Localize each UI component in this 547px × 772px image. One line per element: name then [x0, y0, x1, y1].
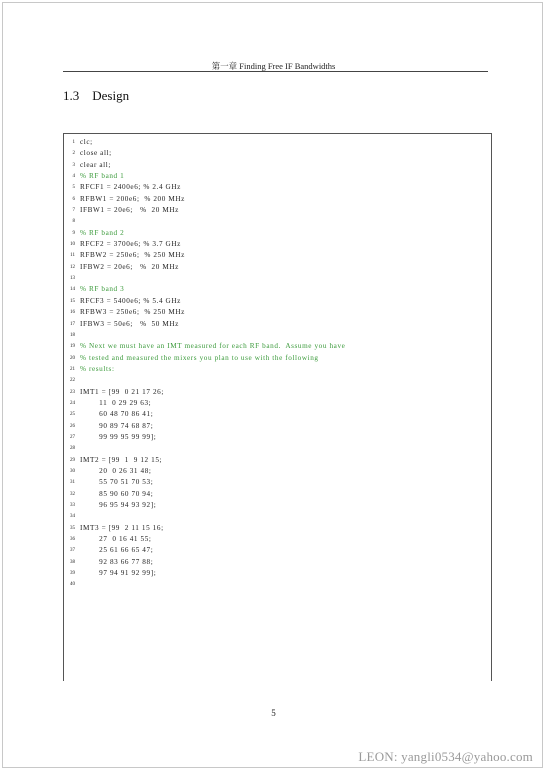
line-number: 29	[70, 457, 75, 463]
line-number: 11	[70, 253, 75, 259]
line-number: 21	[70, 366, 75, 372]
code-text: RFCF1 = 2400e6; % 2.4 GHz	[80, 183, 181, 192]
code-text: IMT1 = [99 0 21 17 26;	[80, 387, 164, 396]
section-heading: 1.3 Design	[63, 88, 130, 103]
code-line	[63, 216, 492, 227]
line-number: 12	[70, 264, 75, 270]
code-line	[63, 421, 492, 432]
line-number: 19	[70, 344, 75, 350]
code-line	[63, 364, 492, 375]
code-line	[63, 466, 492, 477]
code-line	[63, 137, 492, 148]
code-line	[63, 341, 492, 352]
code-line	[63, 160, 492, 171]
code-text: RFCF2 = 3700e6; % 3.7 GHz	[80, 240, 181, 249]
line-number: 32	[70, 491, 75, 497]
code-line	[63, 228, 492, 239]
page-number: 5	[271, 708, 276, 718]
code-line	[63, 398, 492, 409]
code-text: RFBW2 = 250e6; % 250 MHz	[80, 251, 185, 260]
code-line	[63, 148, 492, 159]
line-number: 23	[70, 389, 75, 395]
line-number: 40	[70, 582, 75, 588]
code-line	[63, 375, 492, 386]
code-line	[63, 239, 492, 250]
line-number: 39	[70, 571, 75, 577]
code-text: 99 99 95 99 99];	[80, 432, 157, 441]
line-number: 17	[70, 321, 75, 327]
code-line	[63, 194, 492, 205]
code-line	[63, 557, 492, 568]
code-comment: % RF band 1	[80, 172, 125, 181]
line-number: 9	[72, 230, 75, 236]
code-text: IMT3 = [99 2 11 15 16;	[80, 523, 164, 532]
code-line	[63, 511, 492, 522]
code-line	[63, 205, 492, 216]
line-number: 10	[70, 242, 75, 248]
code-line	[63, 273, 492, 284]
code-line	[63, 545, 492, 556]
code-text: 27 0 16 41 55;	[80, 535, 152, 544]
code-line	[63, 182, 492, 193]
code-line	[63, 262, 492, 273]
line-number: 22	[70, 378, 75, 384]
running-header: 第一章 Finding Free IF Bandwidths	[211, 61, 336, 71]
code-text: 60 48 70 86 41;	[80, 410, 154, 419]
code-line	[63, 330, 492, 341]
code-text: RFBW3 = 250e6; % 250 MHz	[80, 308, 185, 317]
line-number: 30	[70, 468, 75, 474]
line-number: 16	[70, 310, 75, 316]
code-line	[63, 455, 492, 466]
code-text: RFBW1 = 200e6; % 200 MHz	[80, 194, 185, 203]
code-line	[63, 443, 492, 454]
line-number: 4	[72, 174, 75, 180]
code-text: IMT2 = [99 1 9 12 15;	[80, 455, 163, 464]
code-line	[63, 284, 492, 295]
code-comment: % tested and measured the mixers you plan to use with the following	[80, 353, 319, 362]
code-line	[63, 432, 492, 443]
line-number: 20	[70, 355, 75, 361]
code-text: 92 83 66 77 88;	[80, 557, 154, 566]
code-text: 96 95 94 93 92];	[80, 501, 157, 509]
code-line	[63, 307, 492, 318]
code-line	[63, 534, 492, 545]
line-number: 27	[70, 434, 75, 440]
line-number: 31	[70, 480, 75, 486]
line-number: 2	[72, 151, 75, 157]
line-number: 14	[70, 287, 75, 293]
code-text: 90 89 74 68 87;	[80, 421, 154, 430]
code-text: IFBW2 = 20e6; % 20 MHz	[80, 262, 179, 271]
code-comment: % RF band 2	[80, 228, 125, 237]
line-number: 6	[72, 196, 75, 202]
line-number: 3	[72, 162, 75, 168]
code-line	[63, 353, 492, 364]
code-text: 11 0 29 29 63;	[80, 398, 152, 407]
line-number: 26	[70, 423, 75, 429]
line-number: 38	[70, 559, 75, 565]
code-line	[63, 477, 492, 488]
line-number: 35	[70, 525, 75, 531]
code-text: 85 90 60 70 94;	[80, 489, 154, 498]
code-line	[63, 409, 492, 420]
line-number: 13	[70, 276, 75, 282]
code-line	[63, 250, 492, 261]
code-text: close all;	[80, 149, 112, 158]
code-line	[63, 171, 492, 182]
code-line	[63, 296, 492, 307]
code-comment: % results:	[80, 364, 115, 373]
code-line	[63, 568, 492, 579]
code-line	[63, 489, 492, 500]
code-text: IFBW1 = 20e6; % 20 MHz	[80, 206, 179, 215]
code-line	[63, 387, 492, 398]
line-number: 37	[70, 548, 75, 554]
code-line	[63, 579, 492, 590]
line-number: 1	[72, 140, 75, 145]
line-number: 8	[72, 219, 75, 225]
watermark: LEON: yangli0534@yahoo.com	[358, 749, 533, 764]
code-comment: % RF band 3	[80, 285, 125, 294]
line-number: 24	[70, 400, 75, 406]
code-line	[63, 319, 492, 330]
line-number: 15	[70, 298, 75, 304]
code-text: 25 61 66 65 47;	[80, 546, 154, 555]
code-line	[63, 523, 492, 534]
line-number: 34	[70, 514, 75, 520]
code-listing	[63, 137, 492, 591]
code-comment: % Next we must have an IMT measured for each RF band. Assume you have	[80, 342, 346, 351]
line-number: 7	[72, 208, 75, 214]
code-line	[63, 500, 492, 511]
code-text: IFBW3 = 50e6; % 50 MHz	[80, 319, 179, 328]
code-text: 20 0 26 31 48;	[80, 466, 152, 475]
line-number: 5	[72, 185, 75, 191]
line-number: 33	[70, 503, 75, 508]
line-number: 18	[70, 332, 75, 338]
header-rule	[63, 71, 488, 72]
code-text: RFCF3 = 5400e6; % 5.4 GHz	[80, 296, 181, 305]
code-text: clc;	[80, 138, 93, 146]
code-text: 97 94 91 92 99];	[80, 569, 157, 578]
code-text: clear all;	[80, 160, 111, 169]
line-number: 36	[70, 537, 75, 543]
code-text: 55 70 51 70 53;	[80, 478, 154, 487]
line-number: 28	[70, 446, 75, 452]
line-number: 25	[70, 412, 75, 418]
